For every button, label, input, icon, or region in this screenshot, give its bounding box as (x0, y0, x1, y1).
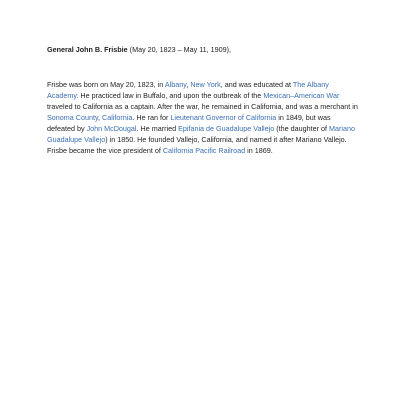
body-text: , and was educated at (220, 80, 293, 89)
wiki-link[interactable]: The Albany Academy (47, 80, 329, 100)
wiki-link[interactable]: Mariano Guadalupe Vallejo (47, 124, 355, 144)
body-text: (the daughter of (274, 124, 329, 133)
body-text: traveled to California as a captain. After the war, he remained in California, and was a merchant in (47, 102, 358, 111)
article (47, 44, 359, 156)
wiki-link[interactable]: California (102, 113, 133, 122)
subject-dates: (May 20, 1823 – May 11, 1909), (127, 45, 232, 54)
wiki-link[interactable]: John McDougal (86, 124, 137, 133)
wiki-link[interactable]: California Pacific Railroad (162, 146, 246, 155)
lead-sentence (47, 44, 359, 55)
biography-paragraph (47, 79, 359, 156)
subject-name: General John B. Frisbie (47, 45, 128, 54)
wiki-link[interactable]: Albany (164, 80, 187, 89)
wiki-link[interactable]: Mexican–American War (263, 91, 340, 100)
body-text: in 1869. (245, 146, 273, 155)
body-text: in 1849, but was defeated by (47, 113, 331, 133)
body-text: , (186, 80, 191, 89)
body-text: Frisbe was born on May 20, 1823, in (47, 80, 165, 89)
wiki-link[interactable]: Lieutenant Governor of California (170, 113, 277, 122)
body-text: . He practiced law in Buffalo, and upon the outbreak of the (76, 91, 264, 100)
wiki-link[interactable]: Sonoma County (47, 113, 99, 122)
body-text: . He married (136, 124, 179, 133)
body-text: . He ran for (132, 113, 171, 122)
wiki-link[interactable]: Epifania de Guadalupe Vallejo (178, 124, 275, 133)
body-text: ) in 1850. He founded Vallejo, California, and named it after Mariano Vallejo. Frisbe became the vice president of (47, 135, 347, 155)
wiki-link[interactable]: New York (190, 80, 221, 89)
body-text: , (98, 113, 103, 122)
